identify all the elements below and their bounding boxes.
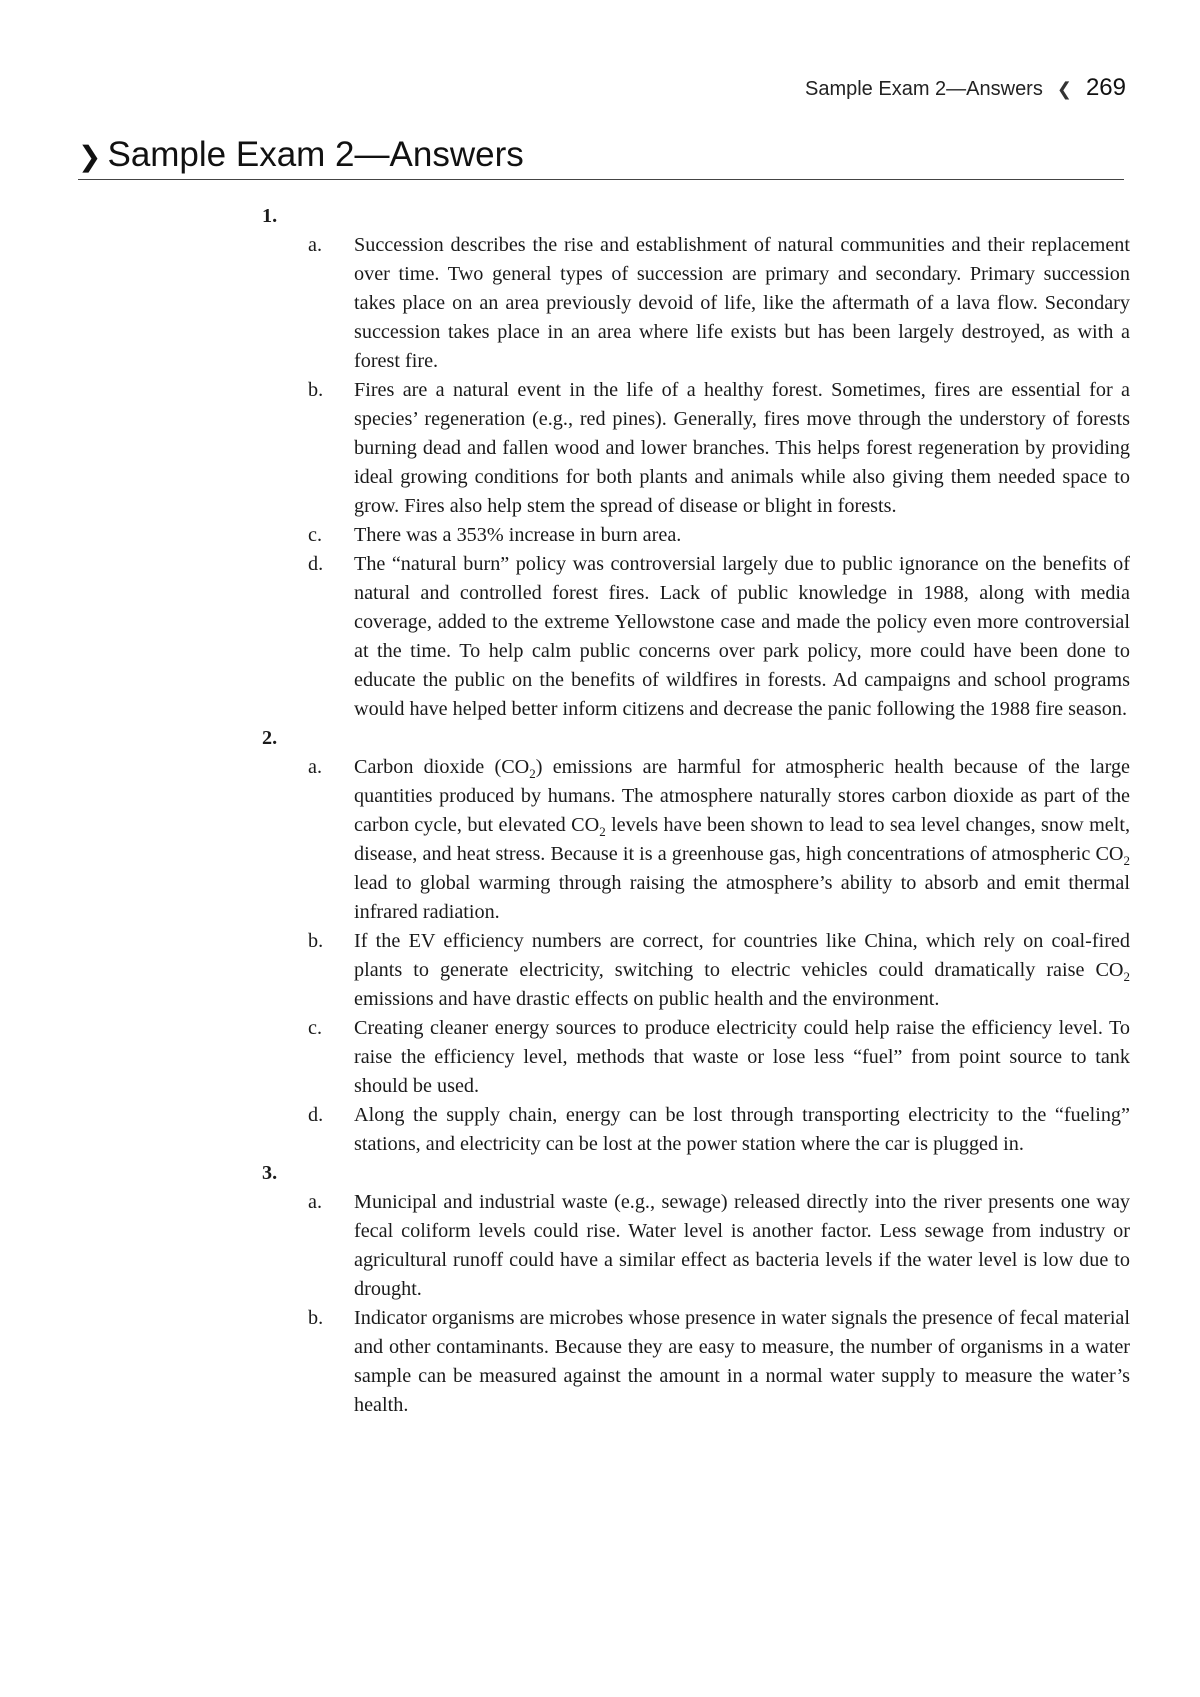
part-text: The “natural burn” policy was controversial largely due to public ignorance on the benefits of natural and controlled forest fires. Lack of public knowledge in 1988, along with media coverage, added to the extreme Yellowstone case and made the policy even more controversial at the time. To help calm public concerns over park policy, more could have been done to educate the public on the benefits of wildfires in forests. Ad campaigns and school programs would have helped better inform citizens and decrease the panic following the 1988 fire season.	[354, 553, 1130, 720]
answer-part	[262, 1304, 1130, 1420]
part-text: Municipal and industrial waste (e.g., sewage) released directly into the river presents one way fecal coliform levels could rise. Water level is another factor. Less sewage from industry or agricultural runoff could have a similar effect as bacteria levels if the water level is low due to drought.	[354, 1191, 1130, 1300]
chapter-title	[78, 136, 1124, 180]
part-text: Fires are a natural event in the life of a healthy forest. Sometimes, fires are essential for a species’ regeneration (e.g., red pines). Generally, fires move through the understory of forests burning dead and fallen wood and lower branches. This helps forest regeneration by providing ideal growing conditions for both plants and animals while also giving them needed space to grow. Fires also help stem the spread of disease or blight in forests.	[354, 379, 1130, 517]
text-segment: ) emissions are harmful for atmospheric health because of the large quantities produced by humans. The atmosphere naturally stores carbon dioxide as part of the carbon cycle, but elevated CO	[354, 756, 1130, 836]
answer-part	[262, 550, 1130, 724]
answer-part	[262, 521, 1130, 550]
answer-part	[262, 753, 1130, 927]
question-number: 1.	[262, 205, 278, 227]
text-segment: If the EV efficiency numbers are correct, for countries like China, which rely on coal-fired plants to generate electricity, switching to electric vehicles could dramatically raise CO	[354, 930, 1130, 981]
question-3	[262, 1159, 1130, 1420]
part-text: There was a 353% increase in burn area.	[354, 524, 682, 546]
subscript: 2	[529, 766, 536, 782]
page-number: 269	[1085, 74, 1126, 101]
subscript: 2	[1123, 853, 1130, 869]
chevron-left-icon: ❮	[1056, 79, 1072, 99]
part-label: d.	[308, 553, 324, 575]
subscript: 2	[1123, 969, 1130, 985]
text-segment: emissions and have drastic effects on public health and the environment.	[354, 988, 940, 1010]
text-segment: lead to global warming through raising the atmosphere’s ability to absorb and emit thermal infrared radiation.	[354, 872, 1130, 923]
running-header	[805, 74, 1126, 102]
question-1	[262, 202, 1130, 724]
part-label: b.	[308, 1307, 324, 1329]
part-label: b.	[308, 379, 324, 401]
part-label: c.	[308, 524, 323, 546]
question-2	[262, 724, 1130, 1159]
part-label: a.	[308, 756, 323, 778]
text-segment: Carbon dioxide (CO	[354, 756, 530, 778]
part-label: c.	[308, 1017, 323, 1039]
running-title: Sample Exam 2—Answers	[804, 78, 1043, 100]
answer-part	[262, 927, 1130, 1014]
answer-part	[262, 1188, 1130, 1304]
part-label: b.	[308, 930, 324, 952]
part-text: Succession describes the rise and establishment of natural communities and their replacement over time. Two general types of succession are primary and secondary. Primary succession takes place on an area previously devoid of life, like the aftermath of a lava flow. Secondary succession takes place in an area where life exists but has been largely destroyed, as with a forest fire.	[354, 234, 1130, 372]
chapter-title-text: Sample Exam 2—Answers	[107, 135, 524, 174]
answer-part	[262, 1101, 1130, 1159]
question-number: 3.	[262, 1162, 278, 1184]
part-text: Along the supply chain, energy can be lost through transporting electricity to the “fueling” stations, and electricity can be lost at the power station where the car is plugged in.	[354, 1104, 1130, 1155]
answer-list	[262, 202, 1130, 1420]
question-number: 2.	[262, 727, 278, 749]
part-label: d.	[308, 1104, 324, 1126]
part-text: Creating cleaner energy sources to produce electricity could help raise the efficiency level. To raise the efficiency level, methods that waste or lose less “fuel” from point source to tank should be used.	[354, 1017, 1130, 1097]
part-text	[354, 753, 1130, 927]
part-text	[354, 927, 1130, 1014]
subscript: 2	[599, 824, 606, 840]
answer-part	[262, 1014, 1130, 1101]
part-label: a.	[308, 1191, 323, 1213]
part-text: Indicator organisms are microbes whose presence in water signals the presence of fecal material and other contaminants. Because they are easy to measure, the number of organisms in a water sample can be measured against the amount in a normal water supply to measure the water’s health.	[354, 1307, 1130, 1416]
chevron-right-icon: ❯	[78, 141, 102, 172]
part-label: a.	[308, 234, 323, 256]
answer-part	[262, 376, 1130, 521]
answer-part	[262, 231, 1130, 376]
text-segment: levels have been shown to lead to sea level changes, snow melt, disease, and heat stress. Because it is a greenhouse gas, high concentrations of atmospheric CO	[354, 814, 1130, 865]
